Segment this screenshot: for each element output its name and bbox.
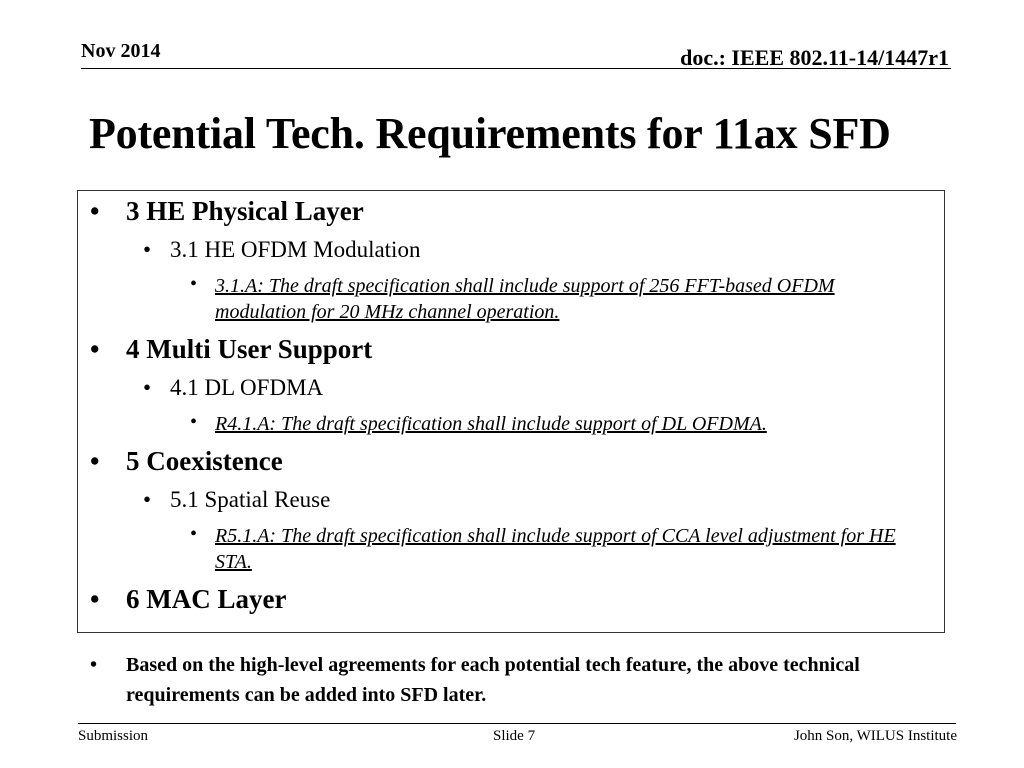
bullet: • (143, 237, 152, 262)
note-item (90, 650, 920, 710)
footer-author: John Son, WILUS Institute (793, 728, 957, 744)
subsection-label: 5.1 Spatial Reuse (170, 487, 331, 512)
bullet: • (90, 446, 100, 476)
header-doc-number: doc.: IEEE 802.11-14/1447r1 (680, 45, 949, 70)
section-heading: 3 HE Physical Layer (126, 196, 364, 226)
requirement-item (190, 273, 910, 325)
section-heading: 6 MAC Layer (126, 584, 287, 614)
bullet: • (90, 334, 100, 364)
bullet: • (143, 487, 152, 512)
bullet: • (90, 584, 100, 614)
requirement-text: R4.1.A: The draft specification shall include support of DL OFDMA. (215, 413, 767, 435)
section-heading: 4 Multi User Support (126, 334, 373, 364)
slide-title: Potential Tech. Requirements for 11ax SFD (89, 109, 891, 158)
requirement-item (190, 411, 910, 437)
requirement-item (190, 523, 910, 575)
bullet: • (90, 196, 100, 226)
requirement-text: 3.1.A: The draft specification shall include support of 256 FFT-based OFDM modulation for 20 MHz channel operation. (215, 275, 835, 323)
bullet: • (190, 523, 198, 545)
header-date: Nov 2014 (81, 40, 161, 62)
subsection-label: 3.1 HE OFDM Modulation (170, 237, 421, 262)
footer-divider (78, 723, 956, 724)
bullet: • (190, 411, 198, 433)
note-text: Based on the high-level agreements for each potential tech feature, the above technical requirements can be added into SFD later. (126, 654, 860, 706)
subsection-label: 4.1 DL OFDMA (170, 375, 324, 400)
footer-slide-number: Slide 7 (493, 728, 536, 744)
footer-submission: Submission (78, 728, 149, 744)
bullet: • (190, 273, 198, 295)
requirement-text: R5.1.A: The draft specification shall include support of CCA level adjustment for HE STA. (215, 525, 896, 573)
section-heading: 5 Coexistence (126, 446, 283, 476)
header-divider (81, 68, 951, 69)
bullet: • (143, 375, 152, 400)
bullet: • (90, 654, 98, 676)
